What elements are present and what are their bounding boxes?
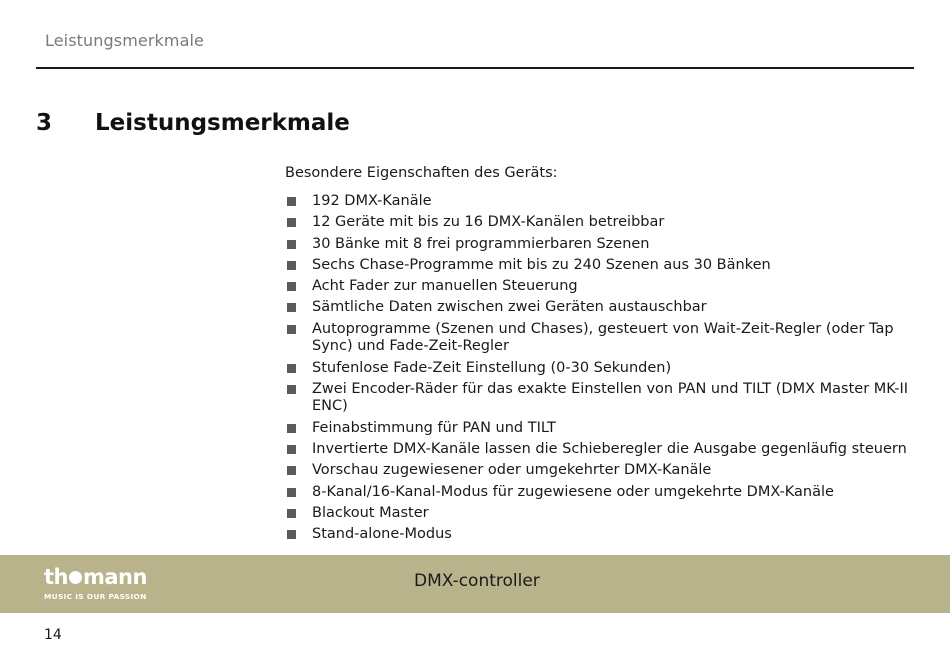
list-item-text: Sechs Chase-Programme mit bis zu 240 Szenen aus 30 Bänken <box>312 256 771 273</box>
list-item <box>285 381 925 416</box>
page-number: 14 <box>44 627 62 643</box>
square-bullet-icon <box>287 261 296 270</box>
list-item-text: Autoprogramme (Szenen und Chases), gesteuert von Wait-Zeit-Regler (oder Tap Sync) und Fade-Zeit-Regler <box>312 320 894 355</box>
list-item <box>285 278 925 296</box>
square-bullet-icon <box>287 364 296 373</box>
list-item <box>285 441 925 459</box>
list-item-text: Stand-alone-Modus <box>312 526 452 543</box>
square-bullet-icon <box>287 303 296 312</box>
list-item <box>285 420 925 438</box>
list-item <box>285 505 925 523</box>
footer-band <box>0 555 950 613</box>
list-item <box>285 321 925 356</box>
list-item-text: 12 Geräte mit bis zu 16 DMX-Kanälen betreibbar <box>312 214 665 231</box>
feature-list <box>285 193 925 547</box>
thomann-logo <box>44 567 147 601</box>
list-item-text: Blackout Master <box>312 504 429 521</box>
list-item-text: Zwei Encoder-Räder für das exakte Einstellen von PAN und TILT (DMX Master MK-II ENC) <box>312 380 909 415</box>
list-item <box>285 299 925 317</box>
square-bullet-icon <box>287 466 296 475</box>
logo-text-left: th <box>44 565 68 589</box>
list-item-text: Vorschau zugewiesener oder umgekehrter DMX-Kanäle <box>312 462 712 479</box>
square-bullet-icon <box>287 218 296 227</box>
square-bullet-icon <box>287 445 296 454</box>
running-header: Leistungsmerkmale <box>45 31 204 50</box>
header-rule <box>36 67 914 69</box>
square-bullet-icon <box>287 325 296 334</box>
list-item <box>285 257 925 275</box>
list-item <box>285 462 925 480</box>
list-item-text: Invertierte DMX-Kanäle lassen die Schieberegler die Ausgabe gegenläufig steuern <box>312 440 907 457</box>
list-item-text: Stufenlose Fade-Zeit Einstellung (0-30 Sekunden) <box>312 359 672 376</box>
square-bullet-icon <box>287 424 296 433</box>
square-bullet-icon <box>287 282 296 291</box>
list-item <box>285 236 925 254</box>
square-bullet-icon <box>287 197 296 206</box>
list-item-text: Feinabstimmung für PAN und TILT <box>312 419 556 436</box>
square-bullet-icon <box>287 509 296 518</box>
logo-dot-icon <box>69 571 82 584</box>
chapter-number: 3 <box>36 110 53 136</box>
list-item-text: Acht Fader zur manuellen Steuerung <box>312 278 578 295</box>
list-item-text: 30 Bänke mit 8 frei programmierbaren Szenen <box>312 235 650 252</box>
list-item <box>285 526 925 544</box>
square-bullet-icon <box>287 530 296 539</box>
list-item-text: Sämtliche Daten zwischen zwei Geräten austauschbar <box>312 299 707 316</box>
square-bullet-icon <box>287 240 296 249</box>
list-item <box>285 360 925 378</box>
list-item <box>285 484 925 502</box>
list-item <box>285 214 925 232</box>
logo-text-right: mann <box>83 565 147 589</box>
list-item <box>285 193 925 211</box>
logo-tagline: MUSIC IS OUR PASSION <box>44 592 147 601</box>
logo-wordmark <box>44 567 147 587</box>
list-item-text: 192 DMX-Kanäle <box>312 193 432 209</box>
chapter-title: Leistungsmerkmale <box>95 110 350 136</box>
square-bullet-icon <box>287 385 296 394</box>
list-item-text: 8-Kanal/16-Kanal-Modus für zugewiesene oder umgekehrte DMX-Kanäle <box>312 483 834 500</box>
square-bullet-icon <box>287 488 296 497</box>
product-name: DMX-controller <box>414 571 540 591</box>
intro-text: Besondere Eigenschaften des Geräts: <box>285 165 558 181</box>
